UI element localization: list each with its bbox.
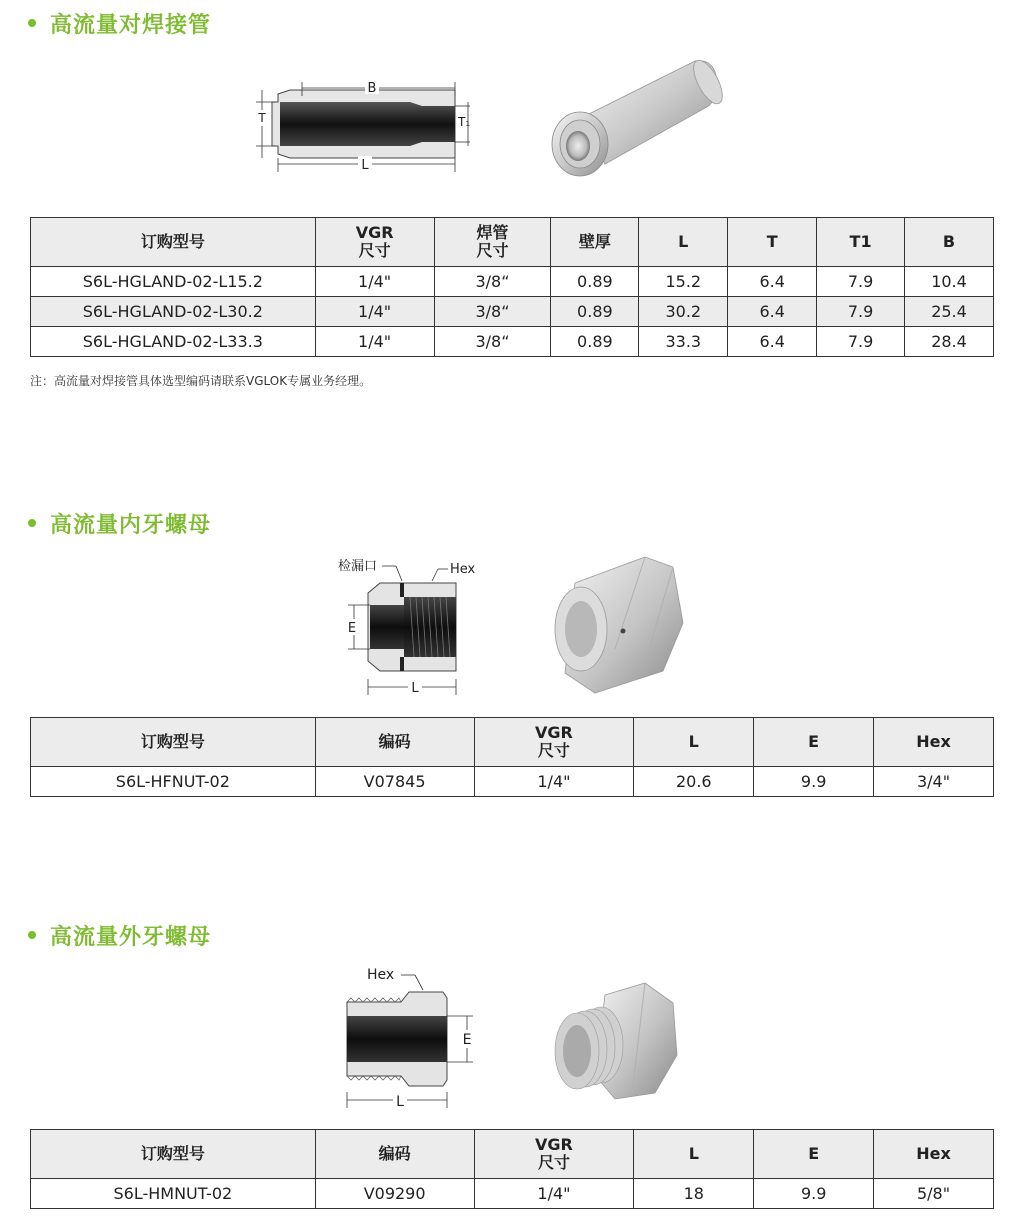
cell-weld-size: 3/8“ (434, 327, 551, 357)
cell-vgr-size: 1/4" (474, 767, 634, 797)
cell-l: 15.2 (639, 267, 728, 297)
dim-label-l: L (361, 158, 369, 173)
weld-gland-spec-table (30, 217, 994, 357)
header-model: 订购型号 (31, 718, 316, 767)
header-vgr-size: VGR 尺寸 (315, 218, 434, 267)
cell-code: V07845 (315, 767, 474, 797)
female-nut-spec-table (30, 717, 994, 797)
cell-vgr-size: 1/4" (474, 1179, 634, 1209)
cell-t: 6.4 (728, 267, 817, 297)
dim-label-e: E (347, 621, 357, 636)
section-title-text: 高流量对焊接管 (50, 12, 212, 38)
section-title-text: 高流量外牙螺母 (50, 924, 212, 950)
section-title-text: 高流量内牙螺母 (50, 512, 212, 538)
header-l: L (634, 1130, 754, 1179)
label-hex: Hex (367, 967, 395, 983)
cell-vgr-size: 1/4" (315, 297, 434, 327)
dim-label-t1: T₁ (458, 115, 470, 129)
weld-gland-product-image (545, 56, 725, 181)
bullet-dot (28, 931, 36, 939)
dim-label-t: T (258, 111, 266, 125)
header-t1: T1 (817, 218, 905, 267)
cell-hex: 5/8" (874, 1179, 994, 1209)
cell-l: 33.3 (639, 327, 728, 357)
cell-t: 6.4 (728, 327, 817, 357)
cell-weld-size: 3/8“ (434, 267, 551, 297)
cell-code: V09290 (315, 1179, 474, 1209)
header-vgr-size: VGR 尺寸 (474, 1130, 634, 1179)
header-wall: 壁厚 (551, 218, 639, 267)
table-header-row (31, 1130, 994, 1179)
header-code: 编码 (315, 718, 474, 767)
footnote: 注：高流量对焊接管具体选型编码请联系VGLOK专属业务经理。 (30, 374, 372, 388)
cell-vgr-size: 1/4" (315, 267, 434, 297)
table-header-row (31, 718, 994, 767)
cell-model: S6L-HGLAND-02-L15.2 (31, 267, 316, 297)
table-row (31, 297, 994, 327)
cell-wall: 0.89 (551, 297, 639, 327)
header-hex: Hex (874, 1130, 994, 1179)
male-nut-dimension-drawing (335, 962, 485, 1114)
cell-t: 6.4 (728, 297, 817, 327)
label-leak-port: 检漏口 (338, 559, 378, 574)
header-weld-size: 焊管 尺寸 (434, 218, 551, 267)
cell-hex: 3/4" (874, 767, 994, 797)
header-hex: Hex (874, 718, 994, 767)
header-e: E (754, 718, 874, 767)
table-header-row (31, 218, 994, 267)
section-title-weld-gland (28, 8, 211, 38)
dim-label-b: B (367, 81, 377, 96)
cell-model: S6L-HGLAND-02-L30.2 (31, 297, 316, 327)
cell-vgr-size: 1/4" (315, 327, 434, 357)
header-vgr-size: VGR 尺寸 (474, 718, 634, 767)
label-hex: Hex (450, 562, 476, 577)
male-nut-spec-table (30, 1129, 994, 1209)
header-b: B (905, 218, 994, 267)
cell-wall: 0.89 (551, 267, 639, 297)
header-model: 订购型号 (31, 1130, 316, 1179)
dim-label-l: L (411, 681, 419, 696)
cell-e: 9.9 (754, 1179, 874, 1209)
table-row (31, 267, 994, 297)
header-code: 编码 (315, 1130, 474, 1179)
cell-l: 30.2 (639, 297, 728, 327)
header-e: E (754, 1130, 874, 1179)
section-title-female-nut (28, 508, 211, 538)
dim-label-l: L (396, 1094, 404, 1110)
cell-e: 9.9 (754, 767, 874, 797)
header-l: L (639, 218, 728, 267)
cell-wall: 0.89 (551, 327, 639, 357)
cell-t1: 7.9 (817, 267, 905, 297)
section-title-male-nut (28, 920, 211, 950)
table-row (31, 767, 994, 797)
cell-l: 18 (634, 1179, 754, 1209)
cell-t1: 7.9 (817, 327, 905, 357)
header-l: L (634, 718, 754, 767)
cell-b: 25.4 (905, 297, 994, 327)
table-row (31, 327, 994, 357)
table-row (31, 1179, 994, 1209)
cell-t1: 7.9 (817, 297, 905, 327)
cell-b: 10.4 (905, 267, 994, 297)
cell-model: S6L-HFNUT-02 (31, 767, 316, 797)
bullet-dot (28, 19, 36, 27)
cell-model: S6L-HGLAND-02-L33.3 (31, 327, 316, 357)
cell-weld-size: 3/8“ (434, 297, 551, 327)
header-t: T (728, 218, 817, 267)
female-nut-product-image (545, 553, 695, 698)
female-nut-dimension-drawing (330, 553, 490, 701)
male-nut-product-image (545, 975, 690, 1110)
cell-l: 20.6 (634, 767, 754, 797)
cell-b: 28.4 (905, 327, 994, 357)
cell-model: S6L-HMNUT-02 (31, 1179, 316, 1209)
header-model: 订购型号 (31, 218, 316, 267)
dim-label-e: E (462, 1032, 472, 1048)
bullet-dot (28, 519, 36, 527)
weld-gland-dimension-drawing (250, 76, 470, 176)
